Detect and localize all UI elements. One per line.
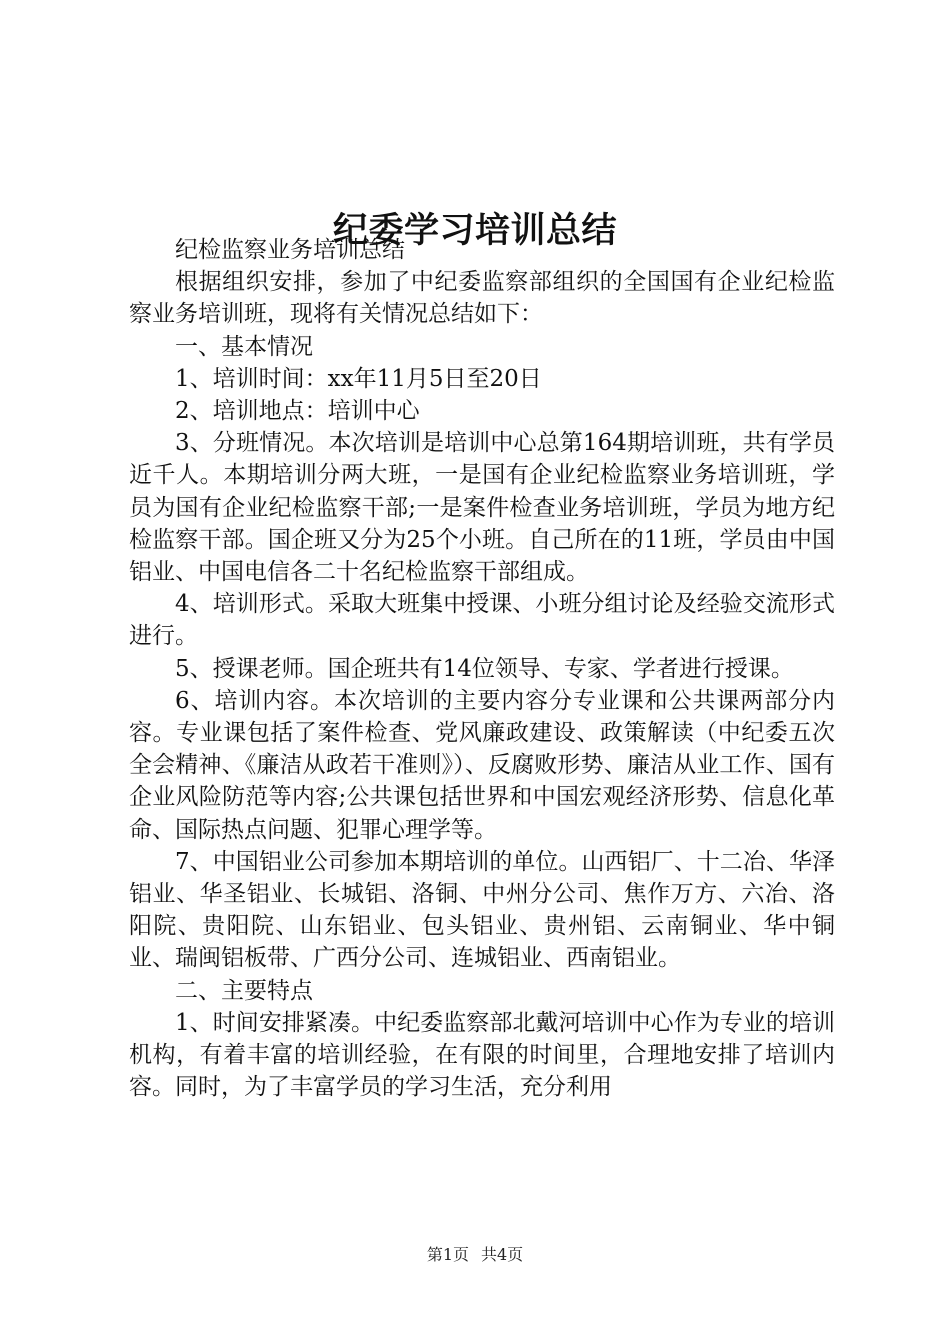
paragraph-class-division: 3、分班情况。本次培训是培训中心总第164期培训班，共有学员近千人。本期培训分两大班，一是国有企业纪检监察业务培训班，学员为国有企业纪检监察干部;一是案件检查业务培训班，学员为地方纪检监察干部。国企班又分为25个小班。自己所在的11班，学员由中国铝业、中国电信各二十名纪检监察干部组成。: [129, 430, 835, 586]
paragraph-training-location: 2、培训地点：培训中心: [175, 398, 420, 425]
document-title: 纪委学习培训总结: [332, 211, 617, 252]
section-heading-features: 二、主要特点: [175, 977, 313, 1004]
page-footer: [0, 1243, 950, 1267]
document-body: [129, 234, 835, 1103]
paragraph-training-format: 4、培训形式。采取大班集中授课、小班分组讨论及经验交流形式进行。: [129, 591, 835, 650]
paragraph-instructors: 5、授课老师。国企班共有14位领导、专家、学者进行授课。: [175, 655, 794, 682]
page-total: 共4页: [481, 1245, 524, 1264]
subtitle-paragraph: 纪检监察业务培训总结: [175, 237, 405, 263]
paragraph-training-content: 6、培训内容。本次培训的主要内容分专业课和公共课两部分内容。专业课包括了案件检查、党风廉政建设、政策解读（中纪委五次全会精神、《廉洁从政若干准则》）、反腐败形势、廉洁从业工作、国有企业风险防范等内容;公共课包括世界和中国宏观经济形势、信息化革命、国际热点问题、犯罪心理学等。: [129, 687, 835, 843]
page-number: 第1页: [426, 1245, 469, 1264]
intro-paragraph: 根据组织安排，参加了中纪委监察部组织的全国国有企业纪检监察业务培训班，现将有关情况总结如下：: [129, 269, 835, 328]
paragraph-training-time: 1、培训时间：xx年11月5日至20日: [175, 365, 542, 392]
paragraph-participating-units: 7、中国铝业公司参加本期培训的单位。山西铝厂、十二冶、华泽铝业、华圣铝业、长城铝、洛铜、中州分公司、焦作万方、六冶、洛阳院、贵阳院、山东铝业、包头铝业、贵州铝、云南铜业、华中铜业、瑞闽铝板带、广西分公司、连城铝业、西南铝业。: [129, 848, 835, 972]
paragraph-schedule: 1、时间安排紧凑。中纪委监察部北戴河培训中心作为专业的培训机构，有着丰富的培训经验，在有限的时间里，合理地安排了培训内容。同时，为了丰富学员的学习生活，充分利用: [129, 1009, 835, 1101]
section-heading-basic: 一、基本情况: [175, 333, 313, 360]
